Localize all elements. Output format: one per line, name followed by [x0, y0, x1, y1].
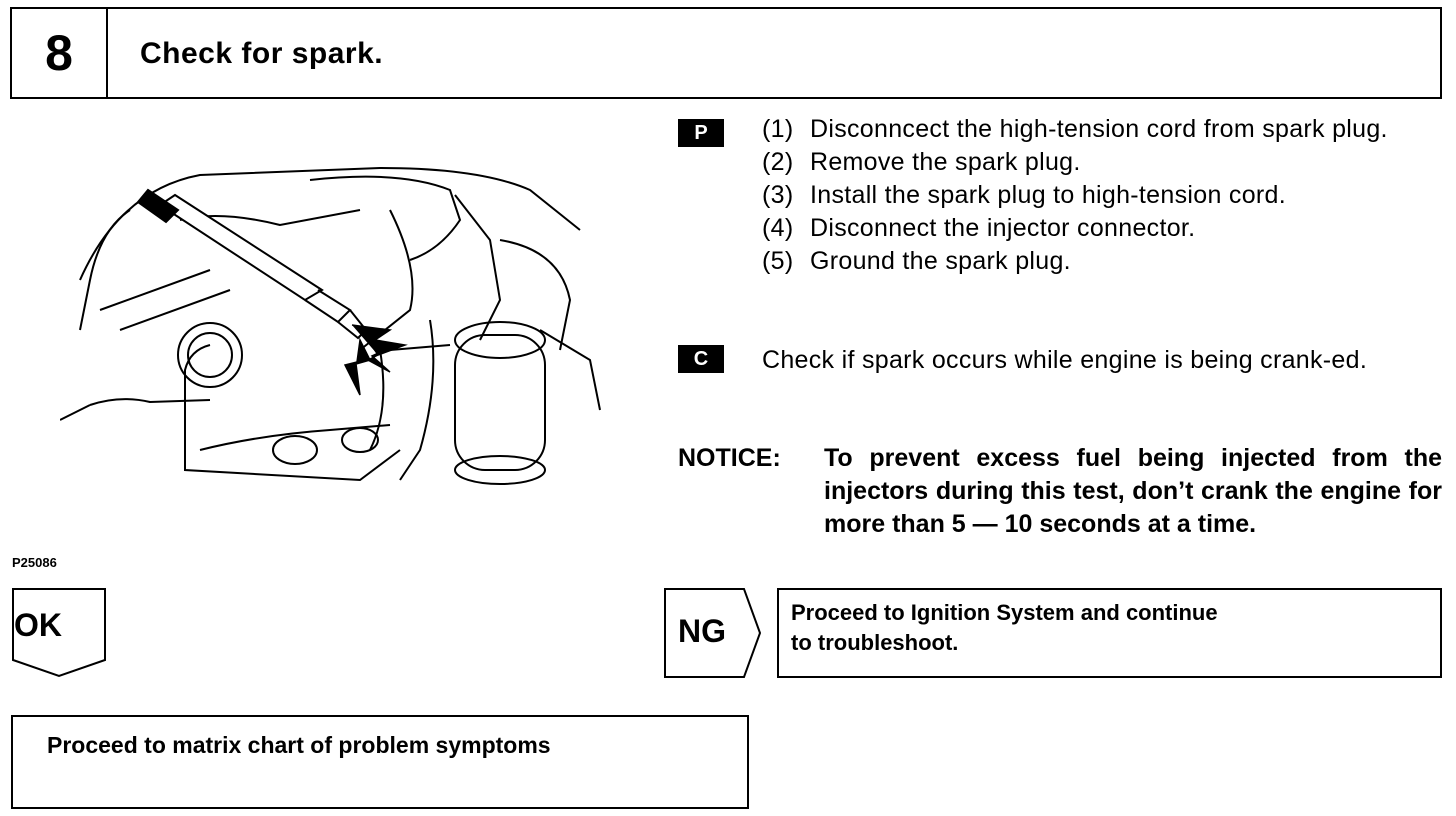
notice-label: NOTICE: [678, 444, 781, 472]
step-num: (2) [762, 148, 794, 176]
step-number: 8 [12, 9, 108, 97]
spark-plug-with-cord [80, 190, 366, 338]
step-num: (4) [762, 214, 794, 242]
step-num: (1) [762, 115, 794, 143]
step-text: Install the spark plug to high-tension cord. [810, 181, 1286, 209]
ok-result-text: Proceed to matrix chart of problem symptoms [47, 732, 551, 758]
list-item [762, 212, 1444, 245]
step-text: Disconncect the high-tension cord from spark plug. [810, 115, 1388, 143]
ng-result-line1: Proceed to Ignition System and continue [791, 600, 1218, 625]
spark-check-illustration [60, 150, 620, 495]
list-item [762, 179, 1444, 212]
step-num: (3) [762, 181, 794, 209]
step-text: Remove the spark plug. [810, 148, 1081, 176]
step-title: Check for spark. [140, 37, 384, 70]
prep-tag: P [678, 119, 724, 147]
list-item [762, 245, 1444, 278]
ok-label: OK [14, 607, 62, 643]
ng-result-box [777, 588, 1442, 678]
step-text: Disconnect the injector connector. [810, 214, 1196, 242]
procedure-list [762, 113, 1444, 278]
check-text: Check if spark occurs while engine is being crank-ed. [762, 346, 1368, 374]
check-tag: C [678, 345, 724, 373]
step-header [10, 7, 1442, 99]
step-text: Ground the spark plug. [810, 247, 1071, 275]
list-item [762, 113, 1444, 146]
list-item [762, 146, 1444, 179]
engine-outline [60, 168, 600, 484]
notice-text: To prevent excess fuel being injected from the injectors during this test, don’t crank the engine for more than 5 — 10 seconds at a time. [824, 444, 1442, 538]
ok-result-box [11, 715, 749, 809]
figure-id: P25086 [12, 555, 57, 570]
ng-result-line2: to troubleshoot. [791, 630, 959, 655]
step-num: (5) [762, 247, 794, 275]
ng-label: NG [678, 613, 726, 649]
